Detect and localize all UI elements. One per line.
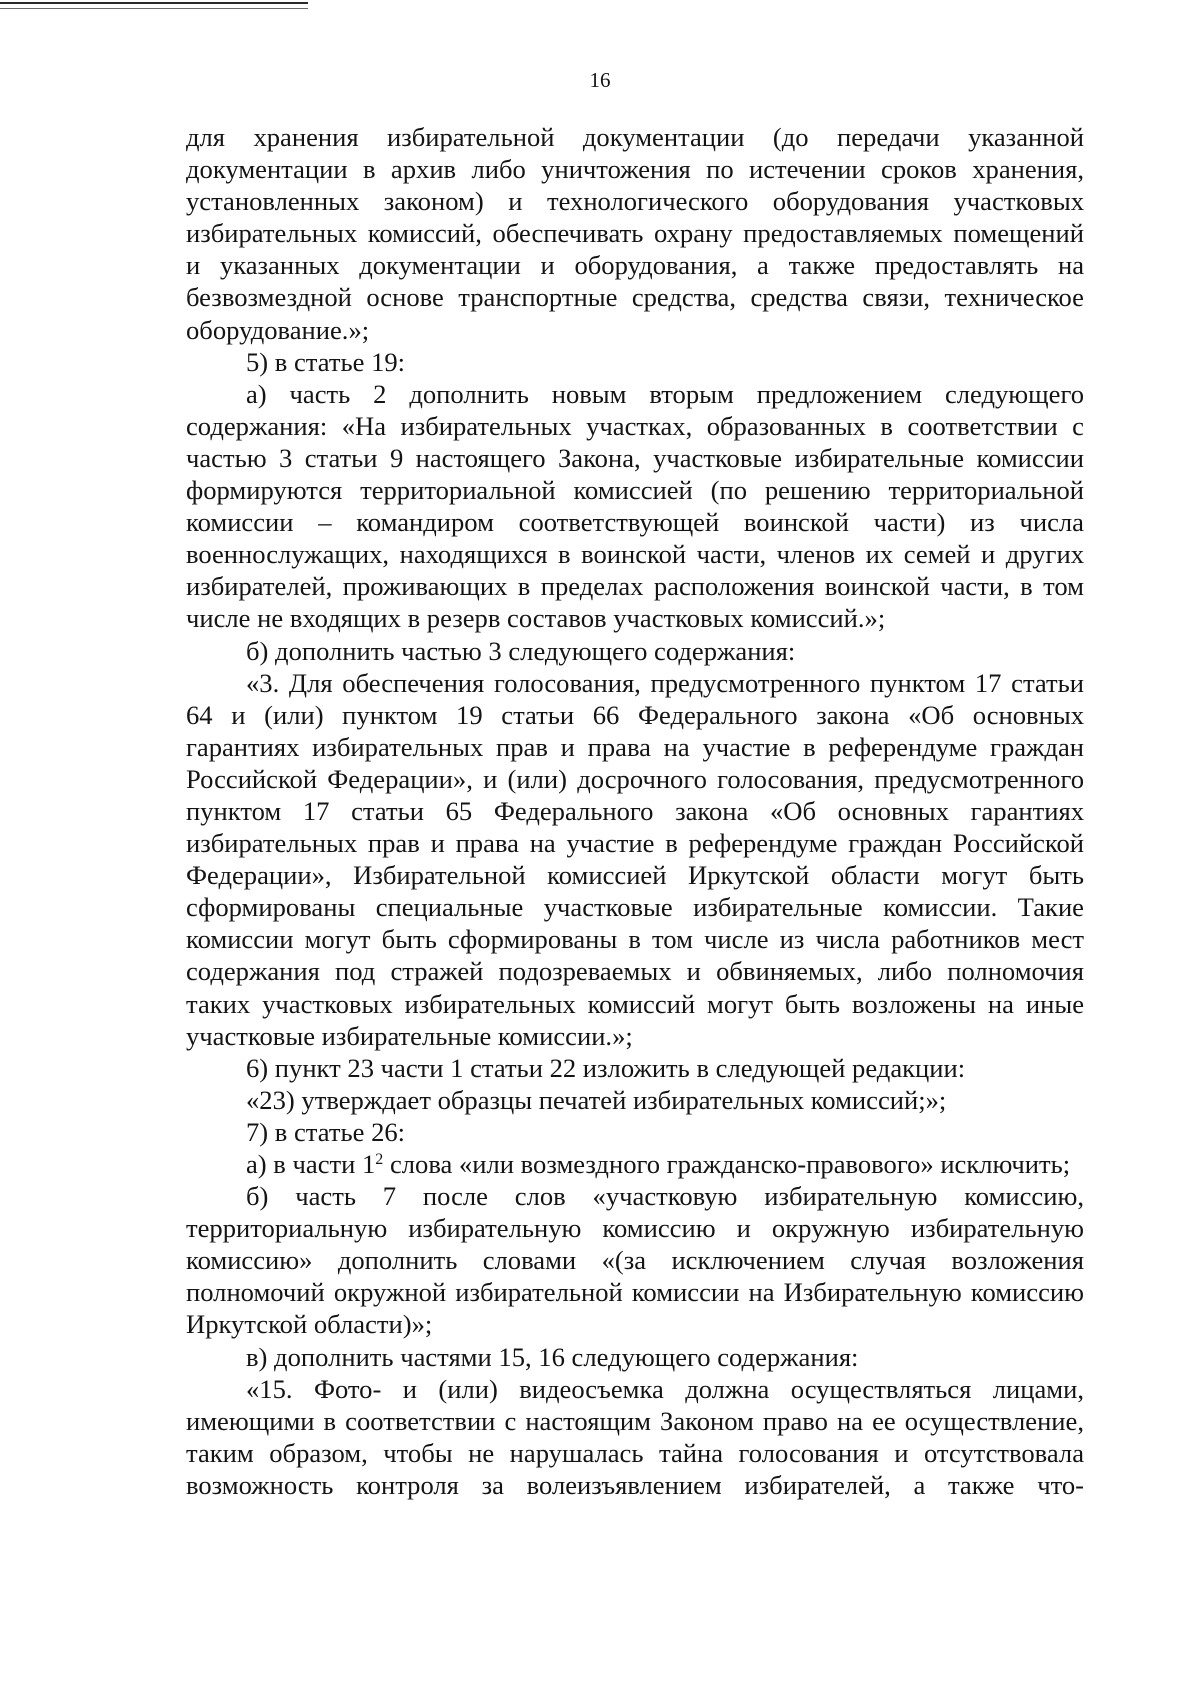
top-edge-rule-thin (0, 8, 308, 9)
page-number: 16 (589, 68, 611, 92)
paragraph-item-7: 7) в статье 26: (246, 1116, 406, 1147)
paragraph-item-7a-start: а) в части 1 (246, 1149, 376, 1179)
paragraph-item-7a (186, 1148, 1084, 1180)
paragraph-item-7c: в) дополнить частями 15, 16 следующего содержания: (246, 1341, 859, 1372)
paragraph-part-15-text: «15. Фото- и (или) видеосъемка должна осуществляться лицами, имеющими в соответствии с настоящим Законом право на ее осуществление, таким образом, чтобы не нарушалась тайна голосования и отсутствовала возможность контроля за волеизъявлением избирателей, а также что- (186, 1373, 1084, 1500)
paragraph-part-3-text: «3. Для обеспечения голосования, предусмотренного пунктом 17 статьи 64 и (или) пунктом 19 статьи 66 Федерального закона «Об основных гарантиях избирательных прав и права на участие в референдуме граждан Российской Федерации», и (или) досрочного голосования, предусмотренного пунктом 17 статьи 65 Федерального закона «Об основных гарантиях избирательных прав и права на участие в референдуме граждан Российской Федерации», Избирательной комиссией Иркутской области могут быть сформированы специальные участковые избирательные комиссии. Такие комиссии могут быть сформированы в том числе из числа работников мест содержания под стражей подозреваемых и обвиняемых, либо полномочия таких участковых избирательных комиссий могут быть возложены на иные участковые избирательные комиссии.»; (186, 667, 1084, 1051)
paragraph-item-7b: б) часть 7 после слов «участковую избирательную комиссию, территориальную избирательную комиссию и окружную избирательную комиссию» дополнить словами «(за исключением случая возложения полномочий окружной избирательной комиссии на Избирательную комиссию Иркутской области)»; (186, 1181, 1084, 1340)
paragraph-item-5a: а) часть 2 дополнить новым вторым предложением следующего содержания: «На избирательных участках, образованных в соответствии с частью 3 статьи 9 настоящего Закона, участковые избирательные комиссии формируются территориальной комиссией (по решению территориальной комиссии – командиром соответствующей воинской части) из числа военнослужащих, находящихся в воинской части, членов их семей и других избирателей, проживающих в пределах расположения воинской части, в том числе не входящих в резерв составов участковых комиссий.»; (186, 378, 1084, 634)
paragraph-item-5: 5) в статье 19: (246, 346, 406, 377)
top-edge-rule (0, 2, 308, 4)
document-body (186, 121, 1084, 1501)
paragraph-item-7a-end: слова «или возмездного гражданско-правового» исключить; (383, 1149, 1071, 1179)
paragraph-item-6: 6) пункт 23 части 1 статьи 22 изложить в следующей редакции: (246, 1052, 966, 1083)
paragraph-continued: для хранения избирательной документации (до передачи указанной документации в архив либо уничтожения по истечении сроков хранения, установленных законом) и технологического оборудования участковых избирательных комиссий, обеспечивать охрану предоставляемых помещений и указанных документации и оборудования, а также предоставлять на безвозмездной основе транспортные средства, средства связи, техническое оборудование.»; (186, 122, 1084, 345)
superscript-marker: 2 (375, 1151, 384, 1168)
paragraph-item-23-text: «23) утверждает образцы печатей избирательных комиссий;»; (246, 1084, 947, 1115)
paragraph-item-5b: б) дополнить частью 3 следующего содержания: (246, 635, 796, 666)
